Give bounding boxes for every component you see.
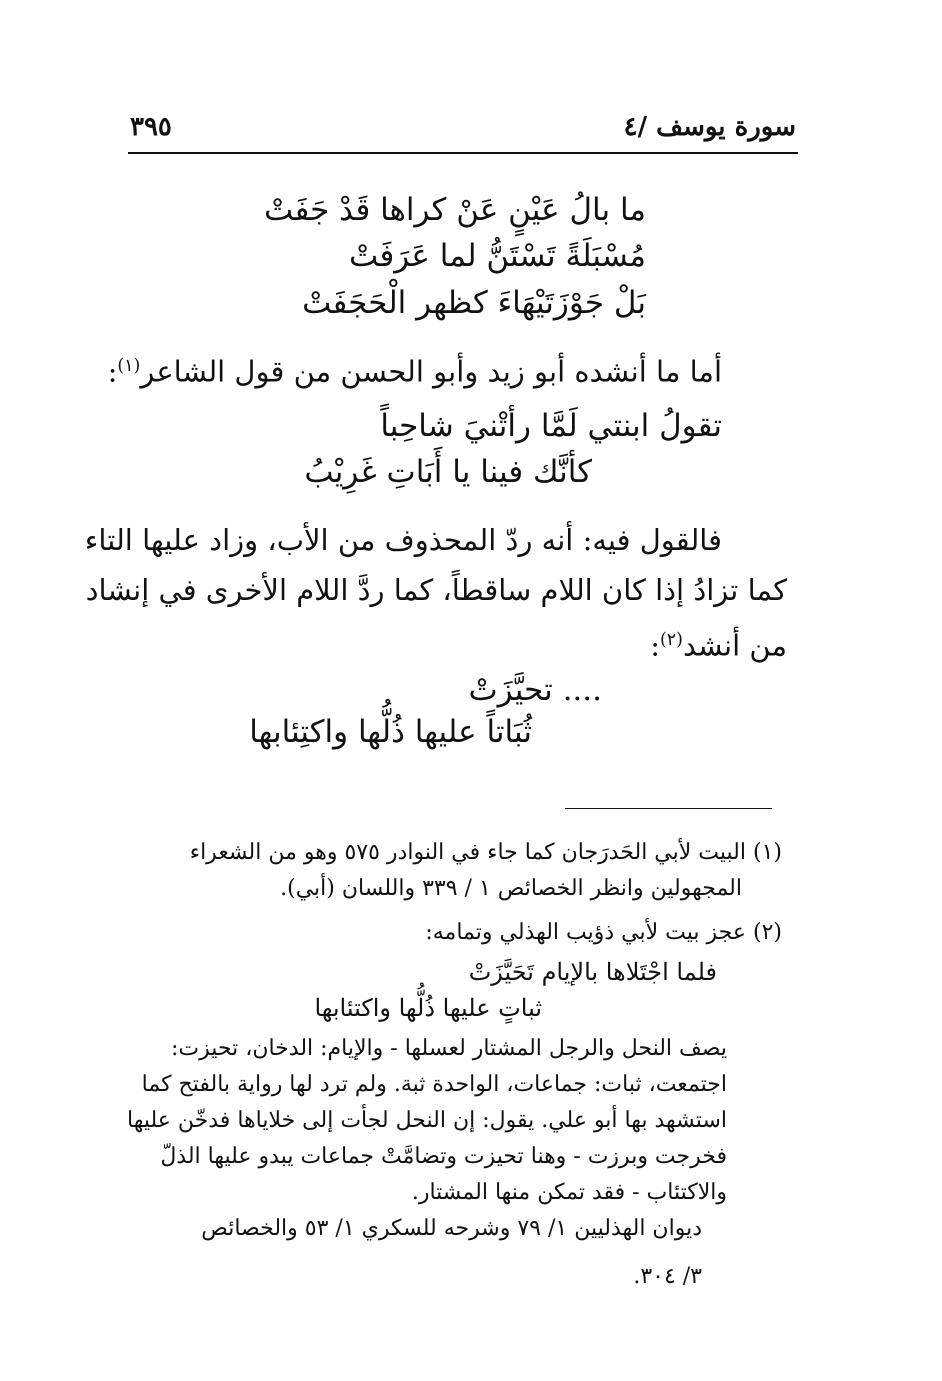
page-header: [128, 112, 796, 152]
poem2-line-2: كأنَّك فينا يا أَبَاتِ غَرِيْبُ: [304, 454, 592, 490]
poem3-line-1: .... تحيَّزَتْ: [468, 672, 602, 708]
intro-colon: :: [107, 354, 118, 389]
footnote-2-line-5: والاكتئاب - فقد تمكن منها المشتار.: [411, 1180, 727, 1205]
poem1-line-3: بَلْ جَوْزَتَيْهَاءَ كظهر الْحَجَفَتْ: [302, 285, 646, 321]
footnote-2-line-3: استشهد بها أبو علي. يقول: إن النحل لجأت إلى خلاياها فدخّن عليها: [127, 1108, 727, 1133]
poem1-line-1: ما بالُ عَيْنٍ عَنْ كراها قَدْ جَفَتْ: [264, 192, 646, 228]
footnote-2-verse-2: ثباتٍ عليها ذُلُّها واكتئابها: [314, 994, 542, 1022]
paragraph-line-3-text: من أنشد: [682, 628, 787, 663]
paragraph-line-1: فالقول فيه: أنه ردّ المحذوف من الأب، وزاد عليها التاء: [84, 523, 722, 557]
paragraph-colon: :: [650, 628, 660, 663]
footnote-ref-1[interactable]: (١): [117, 356, 141, 376]
page-number: ٣٩٥: [130, 112, 172, 142]
footnote-ref-2[interactable]: (٢): [660, 630, 683, 650]
intro-text: أما ما أنشده أبو زيد وأبو الحسن من قول الشاعر: [140, 354, 722, 389]
header-rule: [128, 152, 798, 154]
intro-line: [108, 346, 722, 392]
footnote-1-line-2: المجهولين وانظر الخصائص ١ / ٣٣٩ واللسان (أبي).: [280, 876, 742, 901]
footnote-2-verse-1: فلما اجْتَلاها بالإيام تَحَيَّزَتْ: [468, 958, 717, 986]
footnote-1-line-1: (١) البيت لأبي الحَدرَجان كما جاء في النوادر ٥٧٥ وهو من الشعراء: [189, 840, 782, 865]
poem2-line-1: تقولُ ابنتي لَمَّا رأتْنيَ شاحِباً: [380, 408, 722, 444]
footnote-2-line-6: ديوان الهذليين ١/ ٧٩ وشرحه للسكري ١/ ٥٣ والخصائص: [201, 1216, 702, 1241]
running-title: سورة يوسف /٤: [623, 112, 796, 142]
footnote-2-line-2: اجتمعت، ثبات: جماعات، الواحدة ثبة. ولم ترد لها رواية بالفتح كما: [141, 1072, 727, 1097]
footnote-2-intro: (٢) عجز بيت لأبي ذؤيب الهذلي وتمامه:: [425, 920, 782, 945]
paragraph-line-2: كما تزادُ إذا كان اللام ساقطاً، كما ردَّ اللام الأخرى في إنشاد: [85, 573, 787, 607]
poem3-line-2: ثُبَاتاً عليها ذُلُّها واكتِئابها: [249, 714, 532, 750]
footnote-2-line-7: ٣/ ٣٠٤.: [633, 1264, 702, 1289]
footnote-2-line-4: فخرجت وبرزت - وهنا تحيزت وتضامَّتْ جماعات يبدو عليها الذلّ: [160, 1144, 727, 1169]
paragraph-line-3: [650, 620, 787, 666]
footnote-2-line-1: يصف النحل والرجل المشتار لعسلها - والإيام: الدخان، تحيزت:: [171, 1036, 727, 1061]
poem1-line-2: مُسْبَلَةً تَسْتَنُّ لما عَرَفَتْ: [349, 238, 646, 274]
footnote-rule: [565, 808, 772, 809]
